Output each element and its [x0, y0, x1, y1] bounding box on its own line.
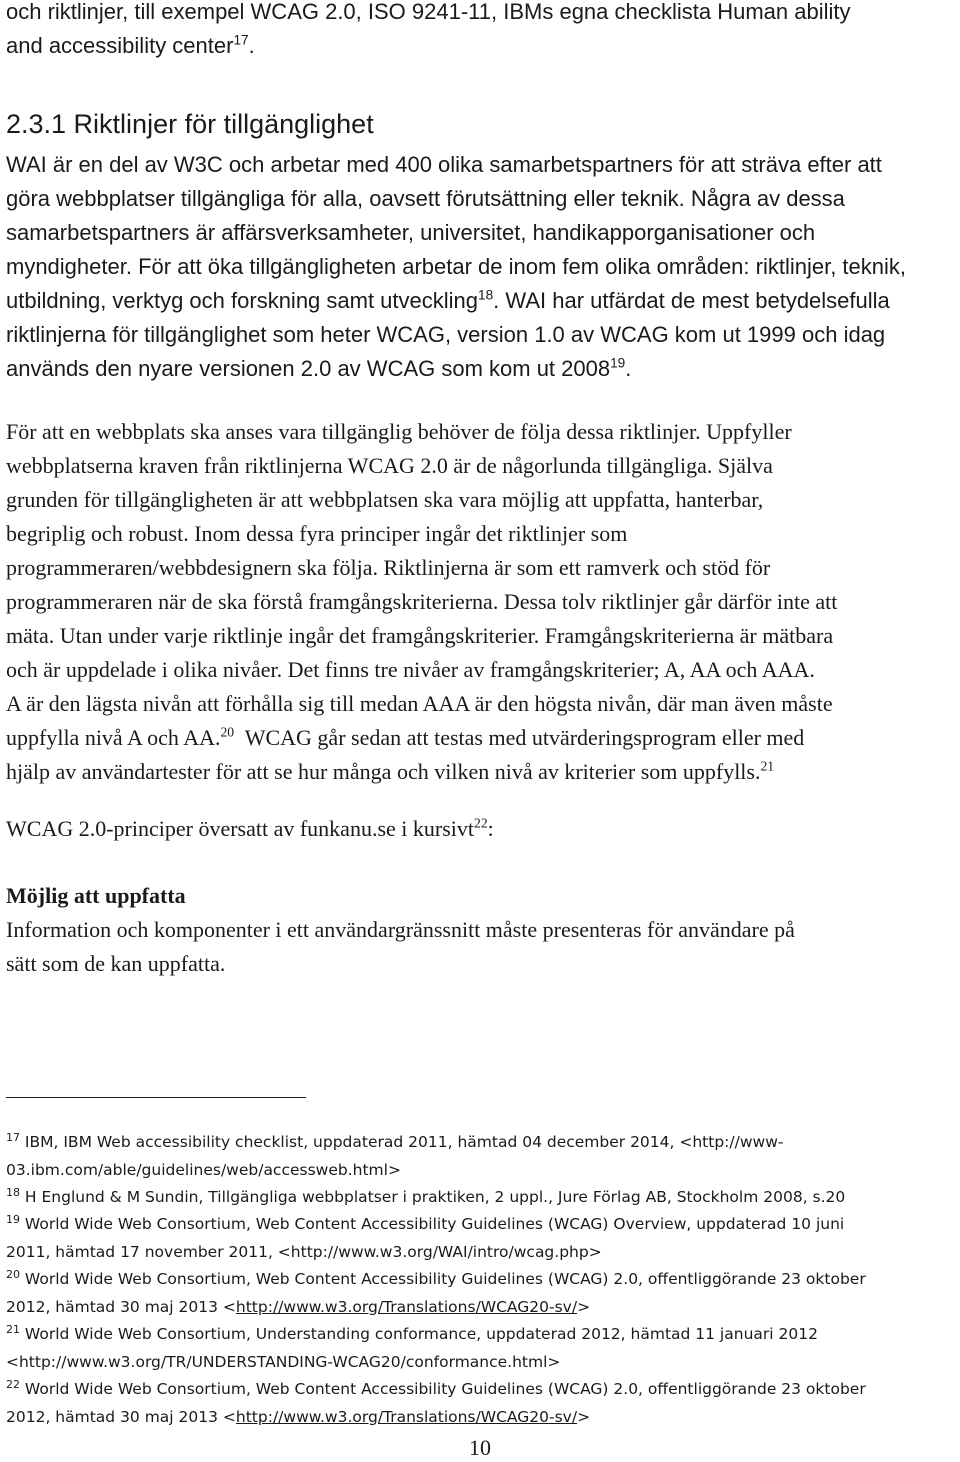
text-line: används den nyare versionen 2.0 av WCAG som kom ut 2008$^{19}$.: [6, 355, 632, 381]
text-line: grunden för tillgängligheten är att webbplatsen ska vara möjlig att uppfatta, hanterbar,: [6, 487, 764, 512]
footnote-link[interactable]: http://www.w3.org/Translations/WCAG20-sv/: [235, 1297, 578, 1316]
footnote-number: 19: [6, 1213, 20, 1226]
footnote-number: 18: [6, 1186, 20, 1199]
intro-paragraph: [6, 0, 956, 63]
principle-title: Möjlig att uppfatta: [6, 883, 186, 908]
footnote-number: 17: [6, 1131, 20, 1144]
text-line: mäta. Utan under varje riktlinje ingår det framgångskriterier. Framgångskriterierna är mätbara: [6, 623, 834, 648]
footnote-19: $^{19}$ World Wide Web Consortium, Web Content Accessibility Guidelines (WCAG) Overview, uppdaterad 10 juni 2011, hämtad 17 november 2011, <http://www.w3.org/WAI/intro/wcag.php>: [6, 1213, 845, 1261]
text-line: samarbetspartners är affärsverksamheter, universitet, handikapporganisationer och: [6, 220, 816, 245]
footnote-number: 21: [6, 1323, 20, 1336]
footnote-ref: 22: [474, 815, 488, 831]
footnote-separator: [6, 1097, 306, 1098]
text-line: myndigheter. För att öka tillgängligheten arbetar de inom fem olika områden: riktlinjer, teknik,: [6, 254, 907, 279]
text-line: WAI är en del av W3C och arbetar med 400 olika samarbetspartners för att sträva efter att: [6, 152, 882, 177]
section-heading: 2.3.1 Riktlinjer för tillgänglighet: [6, 109, 374, 139]
text-line: WCAG 2.0-principer översatt av funkanu.se i kursivt$^{22}$:: [6, 815, 494, 841]
text-line: programmeraren när de ska förstå framgångskriterierna. Dessa tolv riktlinjer går därför inte att: [6, 589, 838, 614]
text-line: Information och komponenter i ett användargränssnitt måste presenteras för användare på: [6, 917, 795, 942]
paragraph-wai: [6, 148, 956, 386]
footnote-21: $^{21}$ World Wide Web Consortium, Understanding conformance, uppdaterad 2012, hämtad 11 januari 2012 <http://www.w3.org/TR/UNDERSTANDING-WCAG20/conformance.html>: [6, 1323, 818, 1371]
text-line: and accessibility center$^{17}$.: [6, 32, 255, 58]
footnote-ref: 18: [478, 287, 494, 303]
text-line: begriplig och robust. Inom dessa fyra principer ingår det riktlinjer som: [6, 521, 628, 546]
text-line: programmeraren/webbdesignern ska följa. Riktlinjerna är som ett ramverk och stöd för: [6, 555, 771, 580]
footnote-number: 20: [6, 1268, 20, 1281]
text-line: uppfylla nivå A och AA.$^{20}$ WCAG går sedan att testas med utvärderingsprogram eller med: [6, 724, 805, 750]
text-line: A är den lägsta nivån att förhålla sig till medan AAA är den högsta nivån, där man även måste: [6, 691, 833, 716]
page-number: 10: [469, 1435, 491, 1460]
footnote-ref: 19: [610, 355, 626, 371]
footnote-ref: 17: [233, 32, 249, 48]
footnote-ref: 20: [220, 724, 235, 740]
text-line: sätt som de kan uppfatta.: [6, 951, 226, 976]
text-line: och är uppdelade i olika nivåer. Det finns tre nivåer av framgångskriterier; A, AA och AAA.: [6, 657, 815, 682]
text-line: riktlinjerna för tillgänglighet som heter WCAG, version 1.0 av WCAG kom ut 1999 och idag: [6, 322, 886, 347]
text-line: göra webbplatser tillgängliga för alla, oavsett förutsättning eller teknik. Några av dessa: [6, 186, 845, 211]
footnote-20: $^{20}$ World Wide Web Consortium, Web Content Accessibility Guidelines (WCAG) 2.0, offentliggörande 23 oktober 2012, hämtad 30 maj 2013 <http://www.w3.org/Translations/WCAG20-sv/>: [6, 1268, 866, 1316]
footnote-22: $^{22}$ World Wide Web Consortium, Web Content Accessibility Guidelines (WCAG) 2.0, offentliggörande 23 oktober 2012, hämtad 30 maj 2013 <http://www.w3.org/Translations/WCAG20-sv/>: [6, 1378, 866, 1426]
footnote-17: $^{17}$ IBM, IBM Web accessibility checklist, uppdaterad 2011, hämtad 04 december 2014, <http://www- 03.ibm.com/able/guidelines/web/accessweb.html>: [6, 1131, 784, 1179]
text-line: och riktlinjer, till exempel WCAG 2.0, ISO 9241-11, IBMs egna checklista Human ability: [6, 0, 851, 24]
footnote-number: 22: [6, 1378, 20, 1391]
footnote-ref: 21: [760, 758, 775, 774]
footnote-link[interactable]: http://www.w3.org/Translations/WCAG20-sv/: [235, 1407, 578, 1426]
paragraph-principles-intro: [6, 812, 956, 846]
paragraph-guidelines: [6, 415, 956, 789]
text-line: För att en webbplats ska anses vara tillgänglig behöver de följa dessa riktlinjer. Uppfyller: [6, 419, 792, 444]
text-line: webbplatserna kraven från riktlinjerna WCAG 2.0 är de någorlunda tillgängliga. Själva: [6, 453, 773, 478]
principle-perceivable: [6, 879, 956, 981]
text-line: utbildning, verktyg och forskning samt utveckling$^{18}$. WAI har utfärdat de mest betydelsefulla: [6, 287, 890, 313]
footnote-18: $^{18}$ H Englund & M Sundin, Tillgängliga webbplatser i praktiken, 2 uppl., Jure Förlag AB, Stockholm 2008, s.20: [6, 1186, 846, 1206]
text-line: hjälp av användartester för att se hur många och vilken nivå av kriterier som uppfylls.$^{21}$: [6, 758, 775, 784]
